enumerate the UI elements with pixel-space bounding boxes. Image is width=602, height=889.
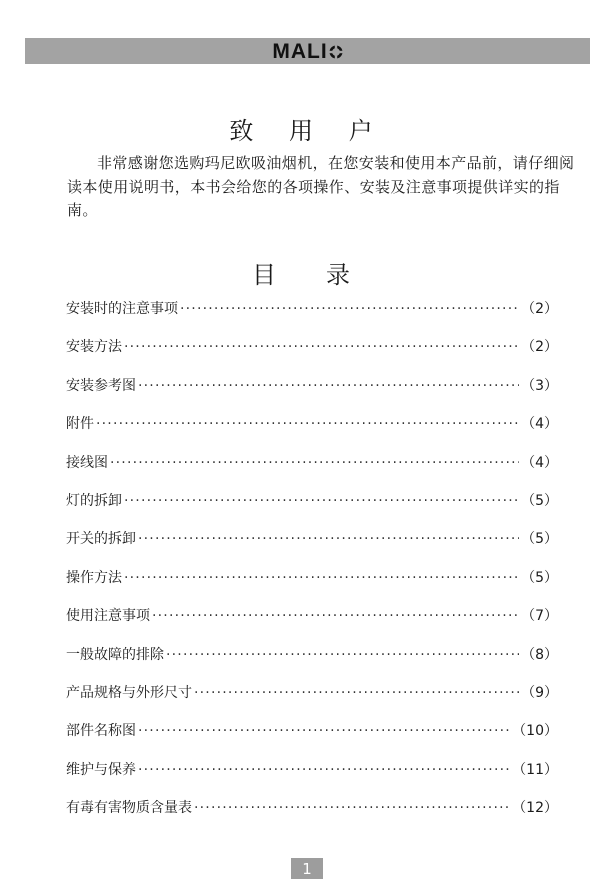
toc-entry[interactable]: [66, 682, 558, 720]
toc-entry-page: （10）: [512, 723, 558, 740]
toc-dot-leader: [124, 339, 519, 355]
toc-dot-leader: [124, 570, 519, 586]
toc-entry[interactable]: [66, 797, 558, 835]
toc-entry-page: （5）: [521, 569, 558, 586]
toc-entry[interactable]: [66, 298, 558, 336]
toc-dot-leader: [194, 800, 510, 816]
header-bar: [25, 38, 590, 64]
toc-dot-leader: [152, 608, 519, 624]
toc-dot-leader: [138, 531, 519, 547]
toc-entry[interactable]: [66, 528, 558, 566]
toc-entry-label: 接线图: [66, 454, 108, 471]
toc-entry[interactable]: [66, 759, 558, 797]
toc-dot-leader: [194, 685, 519, 701]
toc-entry[interactable]: [66, 375, 558, 413]
toc-entry-page: （2）: [521, 339, 558, 356]
logo-mark-icon: [329, 45, 343, 59]
toc-entry-label: 维护与保养: [66, 761, 136, 778]
toc-dot-leader: [138, 723, 510, 739]
toc-title-left: 目: [252, 261, 276, 289]
toc-entry-label: 灯的拆卸: [66, 492, 122, 509]
toc-dot-leader: [96, 416, 519, 432]
toc-entry-page: （2）: [521, 301, 558, 317]
toc-entry-label: 部件名称图: [66, 723, 136, 740]
toc-dot-leader: [138, 762, 510, 778]
toc-entry-label: 安装参考图: [66, 377, 136, 394]
toc-entry-label: 安装方法: [66, 339, 122, 356]
intro-paragraph: [67, 152, 587, 223]
toc-title-right: 录: [326, 261, 350, 289]
toc-entry-page: （4）: [521, 454, 558, 471]
toc-entry-label: 有毒有害物质含量表: [66, 800, 192, 817]
toc-entry-page: （11）: [512, 761, 558, 778]
toc-entry-page: （4）: [521, 416, 558, 433]
intro-title: 致 用 户: [229, 117, 387, 145]
intro-paragraph-text: 非常感谢您选购玛尼欧吸油烟机，在您安装和使用本产品前，请仔细阅读本使用说明书，本书会给您的各项操作、安装及注意事项提供详实的指南。: [67, 154, 575, 219]
toc-dot-leader: [166, 647, 519, 663]
toc-dot-leader: [138, 378, 519, 394]
toc-entry[interactable]: [66, 490, 558, 528]
toc-title: [0, 255, 602, 290]
toc-entry-page: （7）: [521, 608, 558, 625]
page-number: 1: [291, 858, 323, 879]
toc-entry[interactable]: [66, 452, 558, 490]
toc-entry[interactable]: [66, 336, 558, 374]
toc-entry[interactable]: [66, 413, 558, 451]
toc-entry-label: 开关的拆卸: [66, 531, 136, 548]
toc-dot-leader: [180, 301, 519, 317]
brand-logo: [272, 41, 342, 62]
toc-entry[interactable]: [66, 644, 558, 682]
toc-entry-label: 产品规格与外形尺寸: [66, 684, 192, 701]
brand-name: MALI: [272, 39, 328, 63]
toc-entry-label: 一般故障的排除: [66, 646, 164, 663]
toc-dot-leader: [124, 493, 519, 509]
toc-dot-leader: [110, 455, 519, 471]
toc-entry-label: 附件: [66, 416, 94, 433]
toc-entry-label: 使用注意事项: [66, 608, 150, 625]
toc-entry-label: 操作方法: [66, 569, 122, 586]
toc-entry[interactable]: [66, 720, 558, 758]
toc-entry-page: （8）: [521, 646, 558, 663]
toc-entry-page: （3）: [521, 377, 558, 394]
toc-entry[interactable]: [66, 567, 558, 605]
toc-entry-page: （5）: [521, 531, 558, 548]
toc-entry-page: （5）: [521, 492, 558, 509]
toc-entry-page: （9）: [521, 684, 558, 701]
table-of-contents: [66, 298, 558, 835]
toc-entry[interactable]: [66, 605, 558, 643]
toc-entry-page: （12）: [512, 800, 558, 817]
toc-entry-label: 安装时的注意事项: [66, 301, 178, 317]
